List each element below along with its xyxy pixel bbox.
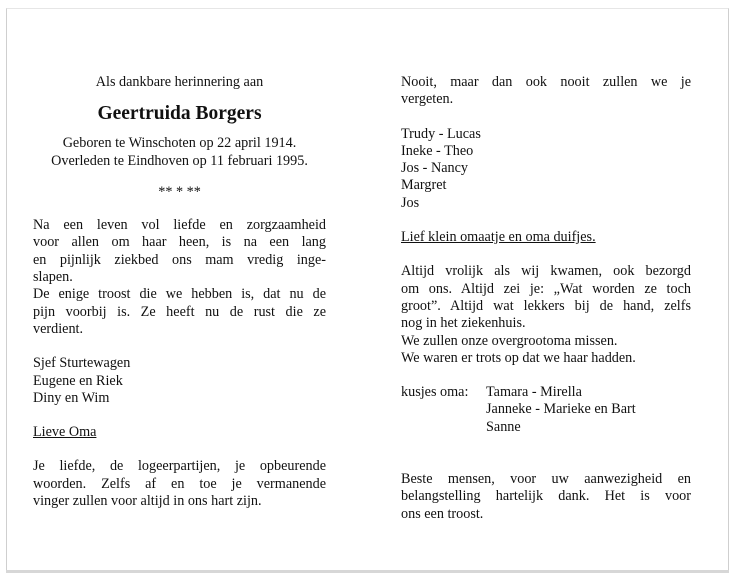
kisses-name: Janneke - Marieke en Bart	[486, 401, 636, 418]
paragraph-2	[33, 286, 326, 338]
oma-paragraph	[33, 458, 326, 510]
left-column	[33, 74, 326, 510]
intro-text: Als dankbare herinnering aan	[95, 74, 264, 90]
memory-line: We zullen onze overgrootoma missen.	[401, 332, 618, 349]
never-forget-line: vergeten.	[401, 91, 454, 108]
kisses-label: kusjes oma:	[401, 384, 469, 401]
paragraph-2-line: pijn voorbij is. Ze heeft nu de rust die ze	[33, 303, 326, 320]
thanks-line: ons een troost.	[401, 505, 484, 522]
oma-line: woorden. Zelfs af en toe je vermanende	[33, 475, 326, 492]
kisses-name: Tamara - Mirella	[486, 384, 582, 401]
family-name: Jos - Nancy	[401, 160, 468, 177]
grandchildren-heading: Lief klein omaatje en oma duifjes.	[401, 229, 596, 246]
kisses-row	[401, 384, 691, 401]
memory-line: Altijd vrolijk als wij kwamen, ook bezorgd	[401, 263, 691, 280]
paragraph-1-line: slapen.	[33, 269, 73, 286]
oma-heading: Lieve Oma	[33, 424, 97, 441]
family-name: Trudy - Lucas	[401, 125, 481, 142]
memory-line: We waren er trots op dat we haar hadden.	[401, 349, 636, 366]
paragraph-2-line: De enige troost die we hebben is, dat nu de	[33, 286, 326, 303]
family-name: Jos	[401, 194, 420, 211]
right-column	[401, 74, 691, 523]
family-name: Ineke - Theo	[401, 142, 474, 159]
separator-stars: ** * **	[158, 183, 201, 200]
oma-line: vinger zullen voor altijd in ons hart zijn.	[33, 493, 262, 510]
oma-line: Je liefde, de logeerpartijen, je opbeurende	[33, 458, 326, 475]
never-forget-line: Nooit, maar dan ook nooit zullen we je	[401, 74, 691, 90]
memory-paragraph	[401, 263, 691, 367]
birth-line: Geboren te Winschoten op 22 april 1914.	[62, 135, 297, 152]
never-forget	[401, 74, 691, 109]
kisses-block	[401, 384, 691, 436]
deceased-name: Geertruida Borgers	[97, 103, 262, 125]
paragraph-1-line: voor allen om haar heen, is na een lang	[33, 234, 326, 251]
memory-line: om ons. Altijd zei je: „Wat worden ze toch	[401, 280, 691, 297]
signature-line: Eugene en Riek	[33, 372, 123, 389]
thanks-paragraph	[401, 471, 691, 523]
family-names	[401, 126, 691, 212]
thanks-line: Beste mensen, voor uw aanwezigheid en	[401, 471, 691, 488]
paragraph-1-line: Na een leven vol liefde en zorgzaamheid	[33, 217, 326, 234]
paragraph-2-line: verdient.	[33, 320, 84, 337]
signature-line: Diny en Wim	[33, 389, 110, 406]
paragraph-1	[33, 217, 326, 286]
paragraph-1-line: en pijnlijk ziekbed ons mam vredig inge-	[33, 251, 326, 268]
signatures	[33, 355, 326, 407]
memory-line: nog in het ziekenhuis.	[401, 315, 526, 332]
kisses-name: Sanne	[486, 418, 521, 435]
memory-line: groot”. Altijd wat lekkers bij de hand, zelfs	[401, 297, 691, 314]
bottom-edge	[6, 570, 729, 573]
death-line: Overleden te Eindhoven op 11 februari 1995.	[51, 152, 308, 169]
signature-line: Sjef Sturtewagen	[33, 355, 131, 372]
thanks-line: belangstelling hartelijk dank. Het is voor	[401, 488, 691, 505]
family-name: Margret	[401, 177, 447, 194]
